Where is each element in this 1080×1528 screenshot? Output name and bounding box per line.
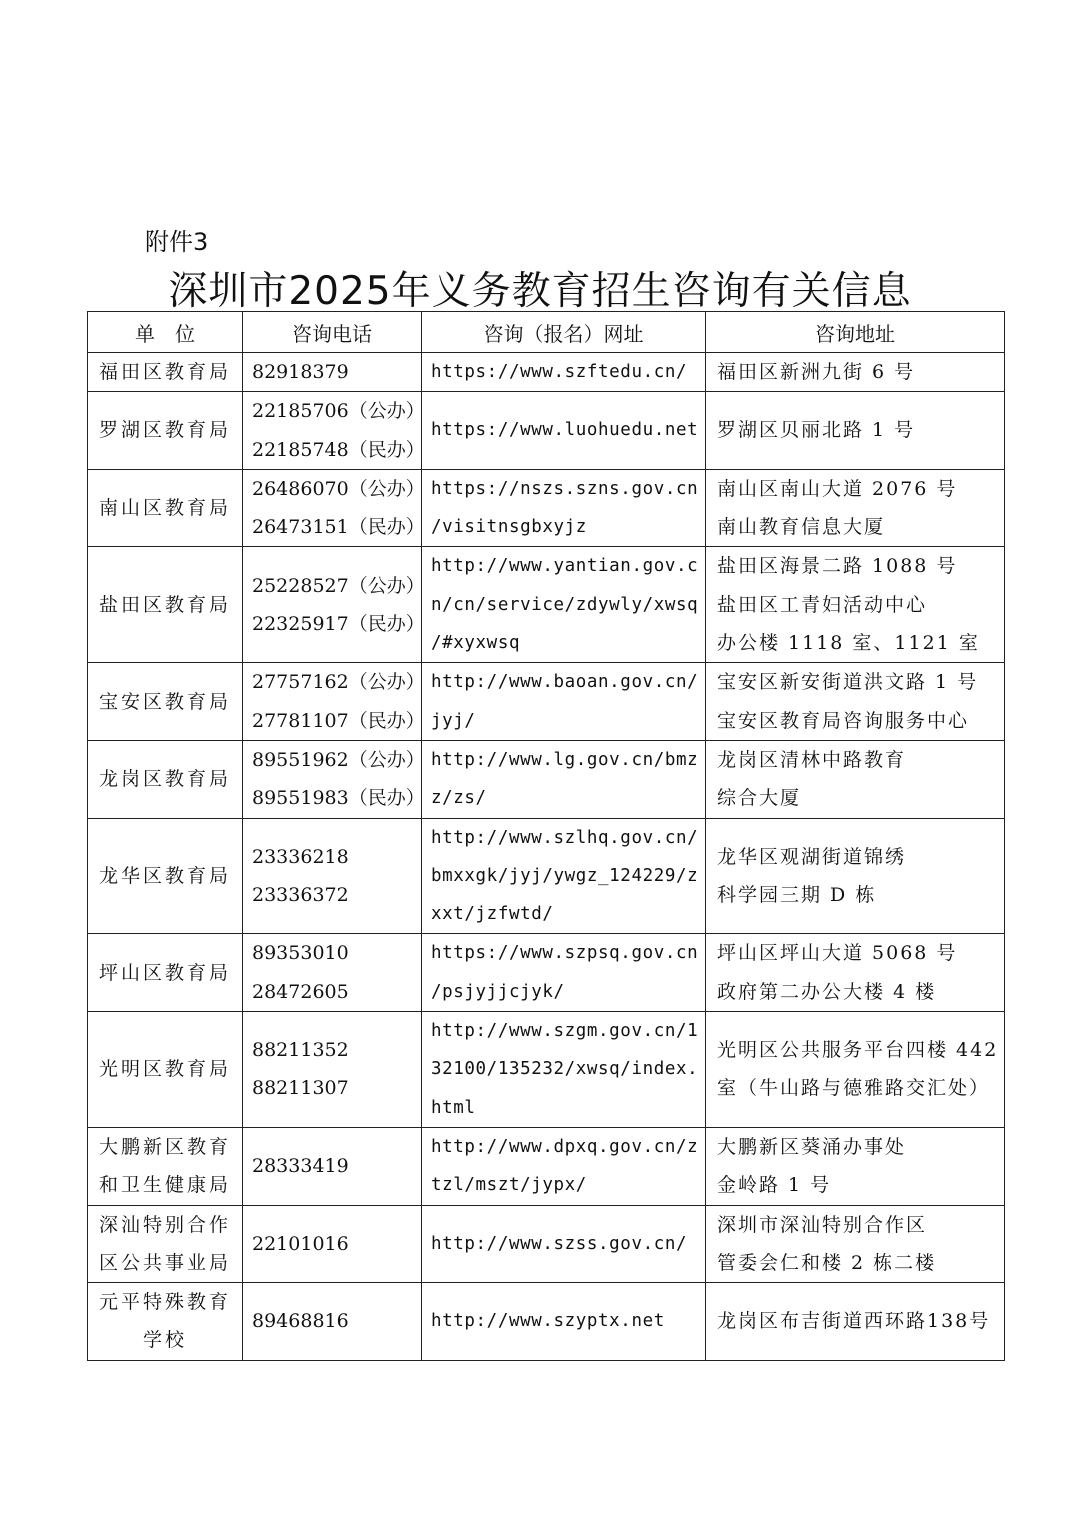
table-header-row — [88, 312, 1005, 353]
unit-cell — [88, 392, 243, 470]
url-line[interactable]: http://www.szss.gov.cn/ — [431, 1233, 688, 1254]
unit-cell — [88, 934, 243, 1012]
address-cell — [706, 1127, 1005, 1205]
unit-cell — [88, 1283, 243, 1361]
phone-line: 89468816 — [252, 1310, 349, 1333]
unit-cell — [88, 547, 243, 663]
url-cell — [422, 1205, 706, 1283]
phone-line: 89551983（民办） — [252, 787, 425, 810]
unit-line: 福田区教育局 — [98, 361, 231, 383]
address-line: 金岭路 1 号 — [717, 1174, 832, 1197]
unit-line: 宝安区教育局 — [98, 690, 231, 713]
table-row — [88, 934, 1005, 1012]
phone-cell — [243, 818, 422, 934]
table-row — [88, 547, 1005, 663]
unit-cell — [88, 740, 243, 818]
address-line: 盐田区工青妇活动中心 — [717, 593, 928, 616]
unit-line: 龙岗区教育局 — [98, 768, 231, 791]
header-url: 咨询（报名）网址 — [422, 312, 706, 353]
url-line[interactable]: http://www.baoan.gov.cn/ — [431, 672, 699, 693]
url-cell — [422, 469, 706, 547]
table-row — [88, 663, 1005, 741]
unit-cell — [88, 1012, 243, 1128]
url-cell — [422, 663, 706, 741]
url-line[interactable]: z/zs/ — [431, 788, 487, 809]
phone-cell — [243, 469, 425, 547]
phone-cell — [243, 663, 425, 741]
phone-line: 26486070（公办） — [252, 477, 425, 500]
url-cell — [422, 934, 706, 1012]
address-cell — [706, 547, 1005, 663]
url-line[interactable]: https://www.luohuedu.net — [431, 420, 699, 441]
url-line[interactable]: https://www.szftedu.cn/ — [431, 362, 688, 382]
address-line: 罗湖区贝丽北路 1 号 — [717, 419, 916, 442]
phone-line: 25228527（公办） — [252, 574, 425, 597]
url-line[interactable]: http://www.szlhq.gov.cn/ — [431, 827, 699, 848]
unit-line: 大鹏新区教育 — [98, 1135, 231, 1158]
address-line: 盐田区海景二路 1088 号 — [717, 555, 958, 578]
address-cell — [706, 392, 1005, 470]
url-line[interactable]: https://nszs.szns.gov.cn — [431, 478, 699, 499]
table-row — [88, 1283, 1005, 1361]
address-cell — [706, 740, 1005, 818]
address-line: 龙岗区清林中路教育 — [717, 748, 907, 771]
address-line: 政府第二办公大楼 4 楼 — [717, 980, 937, 1003]
phone-line: 89551962（公办） — [252, 748, 425, 771]
table-row — [88, 818, 1005, 934]
url-line[interactable]: http://www.lg.gov.cn/bmz — [431, 749, 699, 770]
phone-cell — [243, 1127, 422, 1205]
address-line: 办公楼 1118 室、1121 室 — [717, 632, 980, 655]
unit-line: 元平特殊教育 — [98, 1291, 231, 1314]
phone-line: 27781107（民办） — [252, 709, 425, 732]
phone-line: 22185748（民办） — [252, 438, 425, 461]
table-body — [88, 353, 1005, 1361]
unit-line: 坪山区教育局 — [98, 961, 231, 984]
url-line[interactable]: xxt/jzfwtd/ — [431, 904, 554, 925]
url-cell — [422, 392, 706, 470]
phone-line: 22325917（民办） — [252, 612, 425, 635]
url-line[interactable]: https://www.szpsq.gov.cn — [431, 943, 699, 964]
table-row — [88, 1205, 1005, 1283]
url-line[interactable]: http://www.yantian.gov.c — [431, 556, 699, 577]
address-line: 大鹏新区葵涌办事处 — [717, 1135, 907, 1158]
unit-line: 南山区教育局 — [98, 497, 231, 520]
url-cell — [422, 1127, 706, 1205]
address-line: 龙岗区布吉街道西环路138号 — [717, 1310, 991, 1333]
unit-line: 龙华区教育局 — [98, 864, 231, 887]
phone-cell — [243, 353, 422, 392]
url-line[interactable]: http://www.dpxq.gov.cn/z — [431, 1136, 699, 1157]
phone-cell — [243, 934, 422, 1012]
address-line: 福田区新洲九街 6 号 — [717, 361, 916, 383]
url-line[interactable]: /#xyxwsq — [431, 633, 521, 654]
url-line[interactable]: tzl/mszt/jypx/ — [431, 1175, 587, 1196]
table-row — [88, 392, 1005, 470]
phone-line: 22101016 — [252, 1232, 349, 1255]
unit-cell — [88, 663, 243, 741]
url-line[interactable]: html — [431, 1097, 476, 1118]
unit-cell — [88, 469, 243, 547]
phone-line: 82918379 — [252, 361, 349, 383]
address-line: 宝安区教育局咨询服务中心 — [717, 709, 970, 732]
address-line: 室（牛山路与德雅路交汇处） — [717, 1077, 991, 1100]
unit-line: 学校 — [142, 1329, 187, 1352]
url-line[interactable]: /psjyjjcjyk/ — [431, 981, 565, 1002]
header-unit: 单 位 — [88, 312, 243, 353]
phone-cell — [243, 1283, 422, 1361]
table-row — [88, 469, 1005, 547]
phone-cell — [243, 1205, 422, 1283]
address-line: 南山区南山大道 2076 号 — [717, 477, 958, 500]
url-cell — [422, 1283, 706, 1361]
table-row — [88, 353, 1005, 392]
phone-line: 27757162（公办） — [252, 671, 425, 694]
address-cell — [706, 818, 1005, 934]
header-address: 咨询地址 — [706, 312, 1005, 353]
unit-line: 和卫生健康局 — [98, 1174, 231, 1197]
page-title: 深圳市2025年义务教育招生咨询有关信息 — [168, 269, 912, 314]
address-cell — [706, 1205, 1005, 1283]
unit-line: 深汕特别合作 — [98, 1213, 231, 1236]
address-line: 宝安区新安街道洪文路 1 号 — [717, 671, 979, 694]
unit-line: 光明区教育局 — [98, 1058, 231, 1081]
url-line[interactable]: http://www.szgm.gov.cn/1 — [431, 1021, 699, 1042]
address-cell — [706, 663, 1005, 741]
address-line: 龙华区观湖街道锦绣 — [717, 845, 907, 868]
url-line[interactable]: bmxxgk/jyj/ywgz_124229/z — [431, 865, 699, 886]
unit-cell — [88, 818, 243, 934]
address-line: 南山教育信息大厦 — [717, 516, 886, 539]
unit-cell — [88, 1127, 243, 1205]
phone-line: 88211352 — [252, 1039, 349, 1062]
address-line: 光明区公共服务平台四楼 442 — [717, 1039, 999, 1062]
phone-line: 23336372 — [252, 884, 349, 906]
consultation-table — [87, 311, 1005, 1361]
phone-line: 26473151（民办） — [252, 516, 425, 539]
unit-cell — [88, 1205, 243, 1283]
address-cell — [706, 1283, 1005, 1361]
url-cell — [422, 740, 706, 818]
url-line[interactable]: /visitnsgbxyjz — [431, 517, 587, 538]
url-cell — [422, 353, 706, 392]
url-line[interactable]: n/cn/service/zdywly/xwsq — [431, 594, 699, 615]
phone-line: 88211307 — [252, 1077, 349, 1100]
phone-cell — [243, 392, 425, 470]
unit-line: 盐田区教育局 — [98, 593, 231, 616]
unit-line: 区公共事业局 — [98, 1251, 231, 1274]
phone-line: 89353010 — [252, 942, 349, 965]
unit-line: 罗湖区教育局 — [98, 419, 231, 442]
table-row — [88, 740, 1005, 818]
address-line: 管委会仁和楼 2 栋二楼 — [717, 1251, 937, 1274]
address-line: 深圳市深汕特别合作区 — [717, 1213, 928, 1236]
header-phone: 咨询电话 — [243, 312, 422, 353]
table-row — [88, 1127, 1005, 1205]
attachment-label: 附件3 — [145, 228, 209, 256]
address-cell — [706, 1012, 1005, 1128]
address-cell — [706, 934, 1005, 1012]
phone-line: 28472605 — [252, 980, 349, 1003]
address-line: 科学园三期 D 栋 — [717, 884, 877, 906]
address-line: 坪山区坪山大道 5068 号 — [717, 942, 958, 965]
address-line: 综合大厦 — [717, 787, 802, 810]
address-cell — [706, 353, 1005, 392]
unit-cell — [88, 353, 243, 392]
url-line[interactable]: http://www.szyptx.net — [431, 1311, 665, 1332]
address-cell — [706, 469, 1005, 547]
url-line[interactable]: 32100/135232/xwsq/index. — [431, 1059, 699, 1080]
table-row — [88, 1012, 1005, 1128]
url-line[interactable]: jyj/ — [431, 710, 476, 731]
phone-cell — [243, 547, 425, 663]
phone-cell — [243, 740, 425, 818]
url-cell — [422, 547, 706, 663]
url-cell — [422, 818, 706, 934]
phone-line: 22185706（公办） — [252, 400, 425, 423]
phone-cell — [243, 1012, 422, 1128]
phone-line: 28333419 — [252, 1155, 349, 1178]
url-cell — [422, 1012, 706, 1128]
phone-line: 23336218 — [252, 845, 349, 868]
